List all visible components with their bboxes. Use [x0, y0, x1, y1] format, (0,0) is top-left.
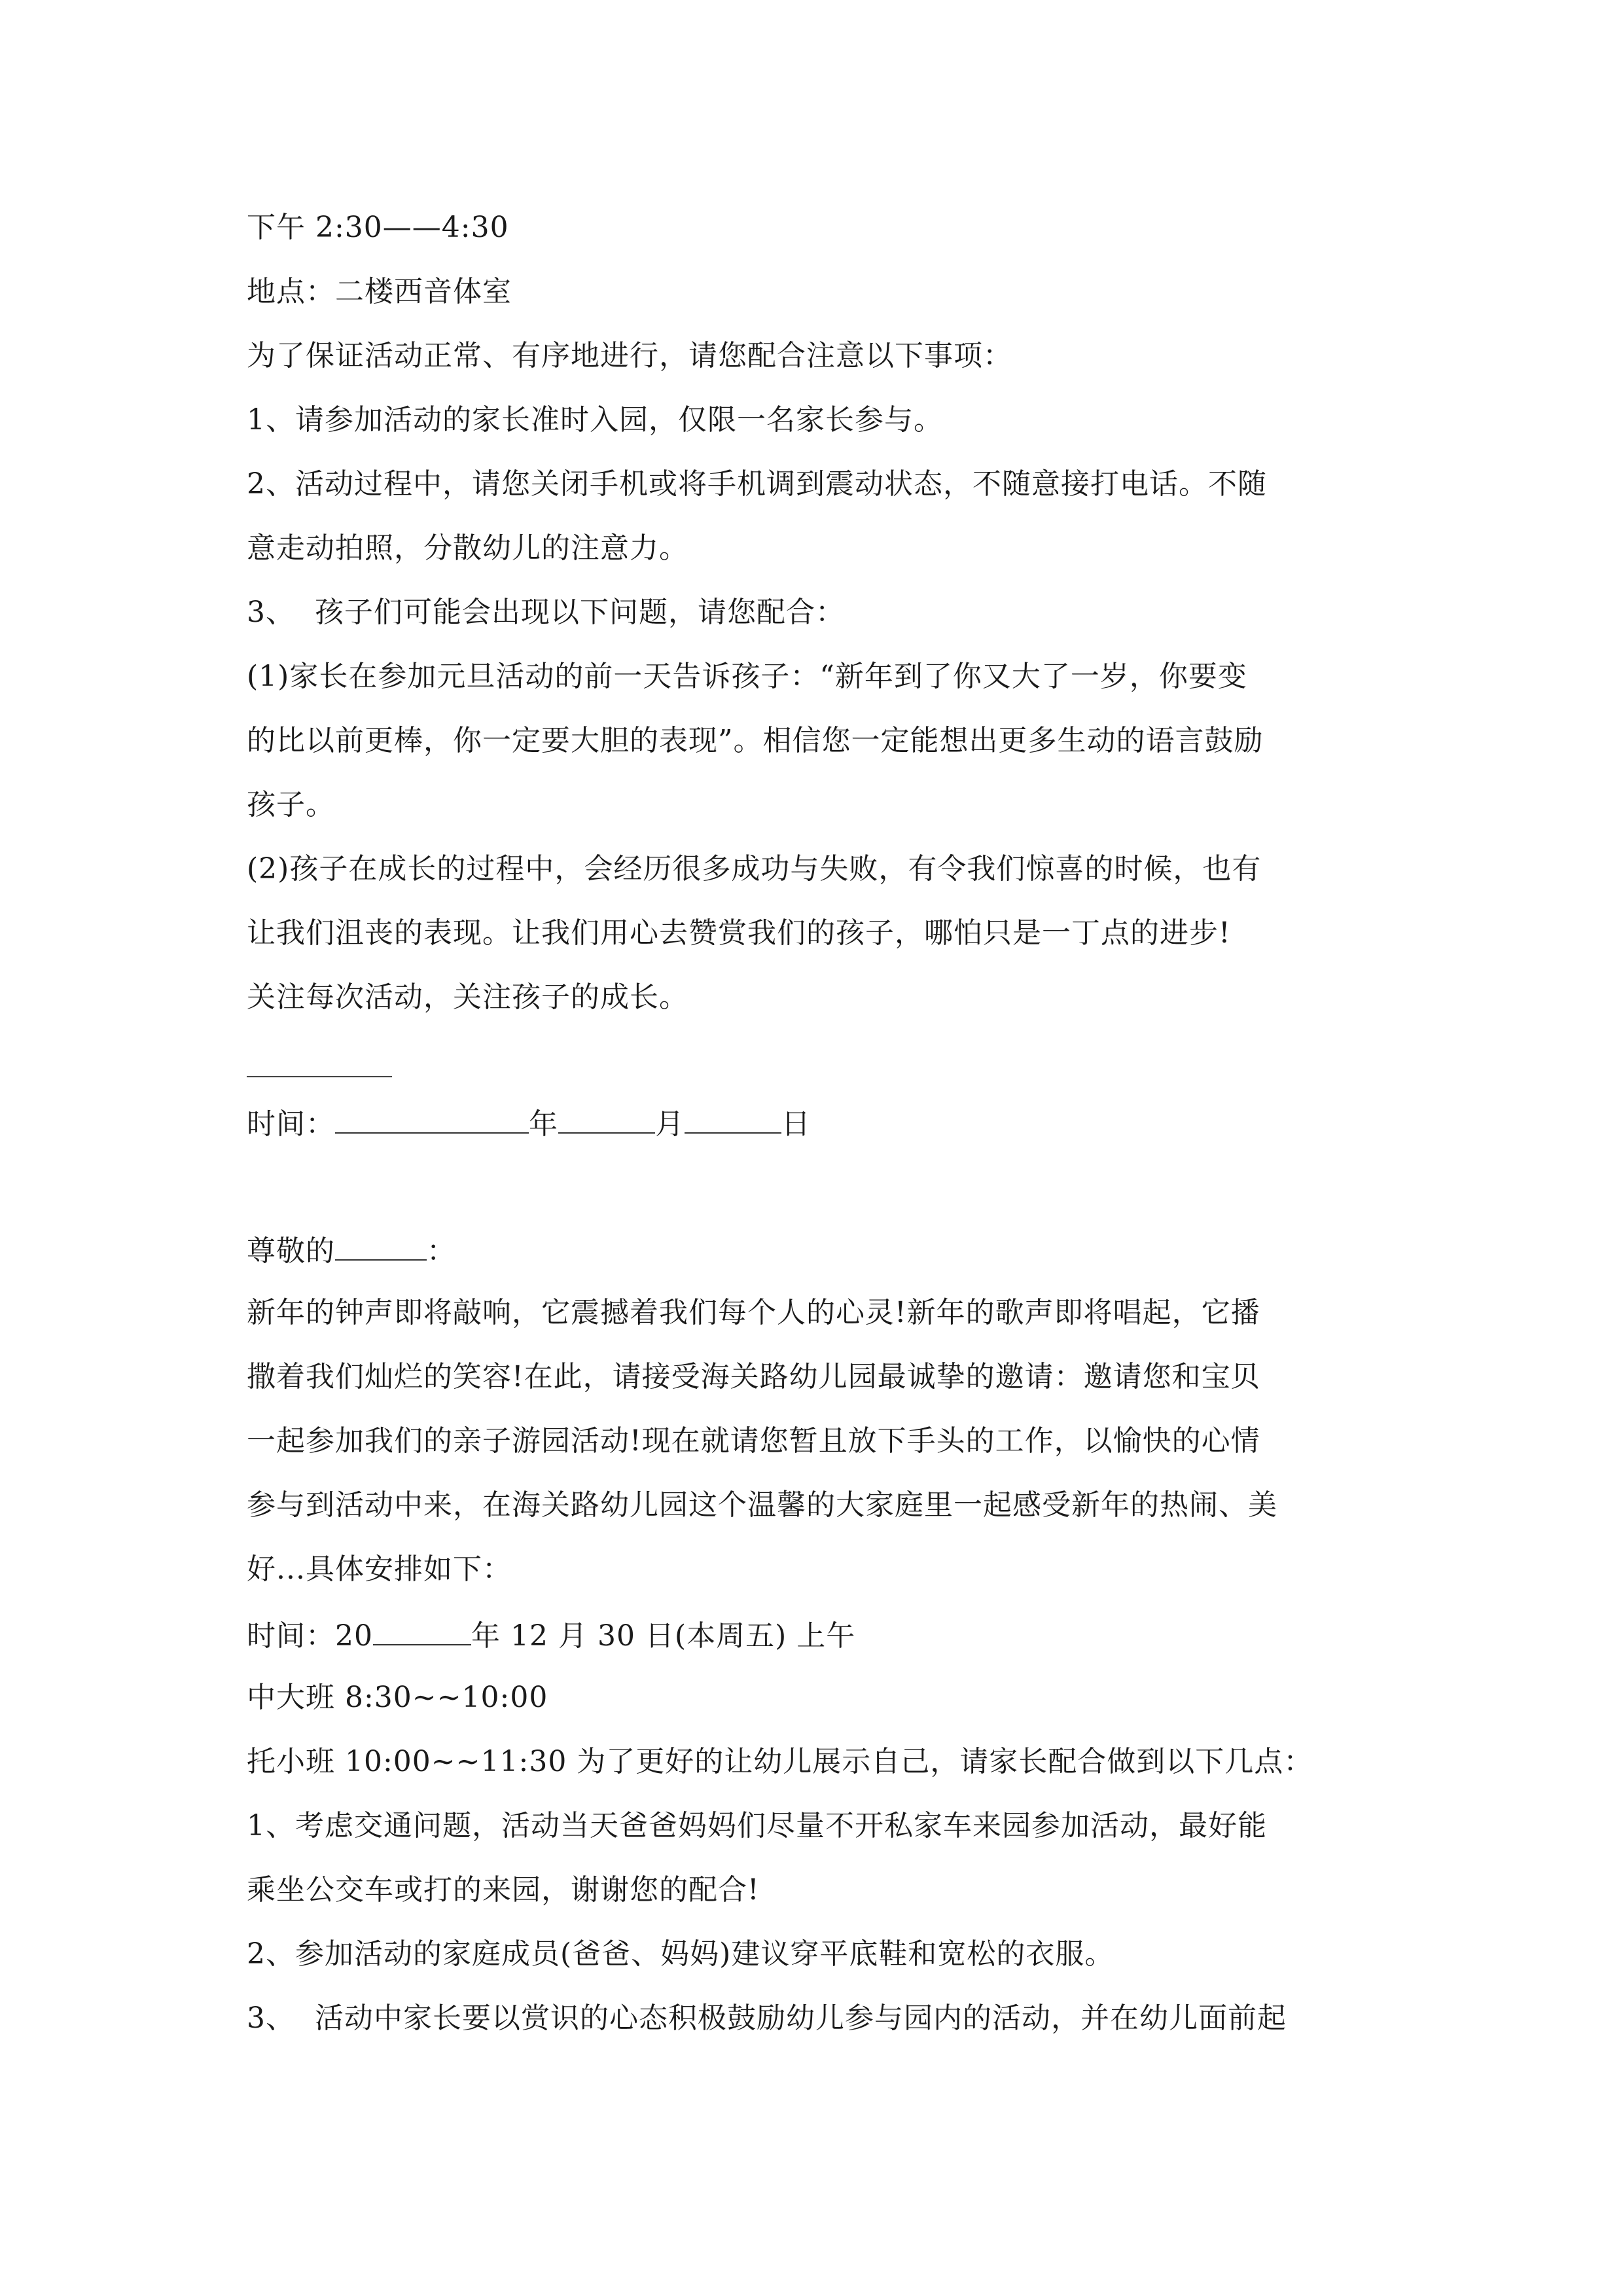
- rule-item-2-line-1: 2、活动过程中，请您关闭手机或将手机调到震动状态，不随意接打电话。不随: [247, 467, 1267, 501]
- rule-item-3: 3、 孩子们可能会出现以下问题，请您配合：: [247, 596, 845, 629]
- time-line: 下午 2:30——4:30: [247, 211, 509, 244]
- salutation: 尊敬的: [247, 1234, 335, 1268]
- year-label: 年: [529, 1107, 558, 1141]
- invite-paragraph-line-2: 撒着我们灿烂的笑容!在此，请接受海关路幼儿园最诚挚的邀请：邀请您和宝贝: [247, 1360, 1260, 1393]
- recipient-blank: [335, 1230, 427, 1261]
- year-blank: [335, 1103, 529, 1134]
- event-time-line: [247, 1615, 855, 1655]
- rule-item-2-line-2: 意走动拍照，分散幼儿的注意力。: [247, 531, 688, 565]
- invite-paragraph-line-3: 一起参加我们的亲子游园活动!现在就请您暂且放下手头的工作，以愉快的心情: [247, 1424, 1260, 1458]
- event-time-suffix: 年 12 月 30 日(本周五) 上午: [471, 1619, 856, 1653]
- invite-item-2: 2、参加活动的家庭成员(爸爸、妈妈)建议穿平底鞋和宽松的衣服。: [247, 1937, 1115, 1971]
- sub-item-2-line-2: 让我们沮丧的表现。让我们用心去赞赏我们的孩子，哪怕只是一丁点的进步!: [247, 916, 1231, 950]
- class-schedule-2: 托小班 10:00~~11:30 为了更好的让幼儿展示自己，请家长配合做到以下几点：: [247, 1745, 1313, 1778]
- class-schedule-1: 中大班 8:30~~10:00: [247, 1681, 548, 1714]
- sub-item-1-line-3: 孩子。: [247, 788, 335, 821]
- invite-item-3: 3、 活动中家长要以赏识的心态积极鼓励幼儿参与园内的活动，并在幼儿面前起: [247, 2001, 1287, 2035]
- intro-line: 为了保证活动正常、有序地进行，请您配合注意以下事项：: [247, 339, 1012, 372]
- rule-item-1: 1、请参加活动的家长准时入园，仅限一名家长参与。: [247, 403, 943, 437]
- salutation-line: [247, 1230, 456, 1270]
- sub-item-1-line-2: 的比以前更棒，你一定要大胆的表现”。相信您一定能想出更多生动的语言鼓励: [247, 724, 1264, 757]
- invite-paragraph-line-5: 好...具体安排如下：: [247, 1552, 512, 1586]
- invite-paragraph-line-1: 新年的钟声即将敲响，它震撼着我们每个人的心灵!新年的歌声即将唱起，它播: [247, 1296, 1260, 1329]
- salutation-colon: ：: [427, 1234, 456, 1268]
- month-label: 月: [655, 1107, 685, 1141]
- date-label: 时间：: [247, 1107, 335, 1141]
- invite-item-1-line-2: 乘坐公交车或打的来园，谢谢您的配合!: [247, 1873, 760, 1907]
- sub-item-1-line-1: (1)家长在参加元旦活动的前一天告诉孩子：“新年到了你又大了一岁，你要变: [247, 660, 1247, 693]
- sub-item-2-line-1: (2)孩子在成长的过程中，会经历很多成功与失败，有令我们惊喜的时候，也有: [247, 852, 1262, 886]
- month-blank: [558, 1103, 655, 1134]
- date-line: [247, 1103, 811, 1143]
- day-label: 日: [781, 1107, 811, 1141]
- signature-blank: [247, 1076, 392, 1077]
- event-year-blank: [373, 1615, 471, 1645]
- closing-line: 关注每次活动，关注孩子的成长。: [247, 980, 688, 1014]
- invite-item-1-line-1: 1、考虑交通问题，活动当天爸爸妈妈们尽量不开私家车来园参加活动，最好能: [247, 1809, 1267, 1842]
- location-line: 地点：二楼西音体室: [247, 275, 512, 308]
- day-blank: [685, 1103, 781, 1134]
- invite-paragraph-line-4: 参与到活动中来，在海关路幼儿园这个温馨的大家庭里一起感受新年的热闹、美: [247, 1488, 1277, 1522]
- event-time-prefix: 时间：20: [247, 1619, 373, 1653]
